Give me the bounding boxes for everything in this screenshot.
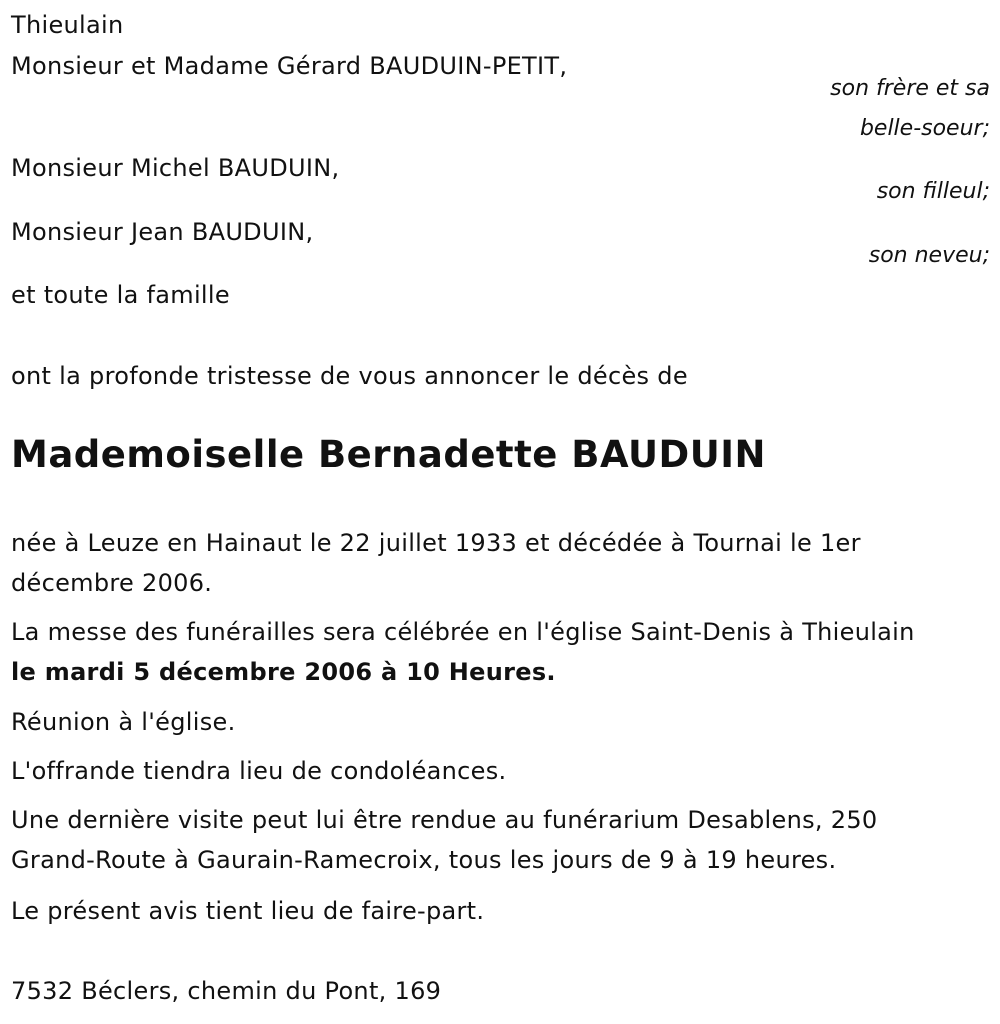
deceased-name: Mademoiselle Bernadette BAUDUIN: [11, 433, 766, 476]
mass-date: le mardi 5 décembre 2006 à 10 Heures.: [11, 658, 556, 686]
family-member-relation: belle-soeur;: [859, 116, 990, 141]
birth-death-text: née à Leuze en Hainaut le 22 juillet 1933 et décédée à Tournai le 1er: [11, 529, 861, 557]
notice-text: Le présent avis tient lieu de faire-part.: [11, 897, 485, 925]
birth-death-text: décembre 2006.: [11, 569, 213, 597]
visit-text: Grand-Route à Gaurain-Ramecroix, tous les jours de 9 à 19 heures.: [11, 846, 837, 874]
meeting-text: Réunion à l'église.: [11, 708, 236, 736]
visit-text: Une dernière visite peut lui être rendue au funérarium Desablens, 250: [11, 806, 878, 834]
location-text: Thieulain: [11, 11, 124, 39]
family-member-name: Monsieur Michel BAUDUIN,: [11, 154, 340, 182]
family-closing: et toute la famille: [11, 281, 230, 309]
family-member-relation: son frère et sa: [830, 76, 990, 101]
family-member-name: Monsieur Jean BAUDUIN,: [11, 218, 314, 246]
announcement-text: ont la profonde tristesse de vous annoncer le décès de: [11, 362, 688, 390]
address-text: 7532 Béclers, chemin du Pont, 169: [11, 977, 442, 1005]
obituary-notice: [11, 0, 990, 1024]
family-member-name: Monsieur et Madame Gérard BAUDUIN-PETIT,: [11, 52, 568, 80]
family-member-relation: son neveu;: [868, 243, 990, 268]
mass-text: La messe des funérailles sera célébrée en l'église Saint-Denis à Thieulain: [11, 618, 915, 646]
family-member-relation: son filleul;: [876, 179, 990, 204]
offering-text: L'offrande tiendra lieu de condoléances.: [11, 757, 507, 785]
